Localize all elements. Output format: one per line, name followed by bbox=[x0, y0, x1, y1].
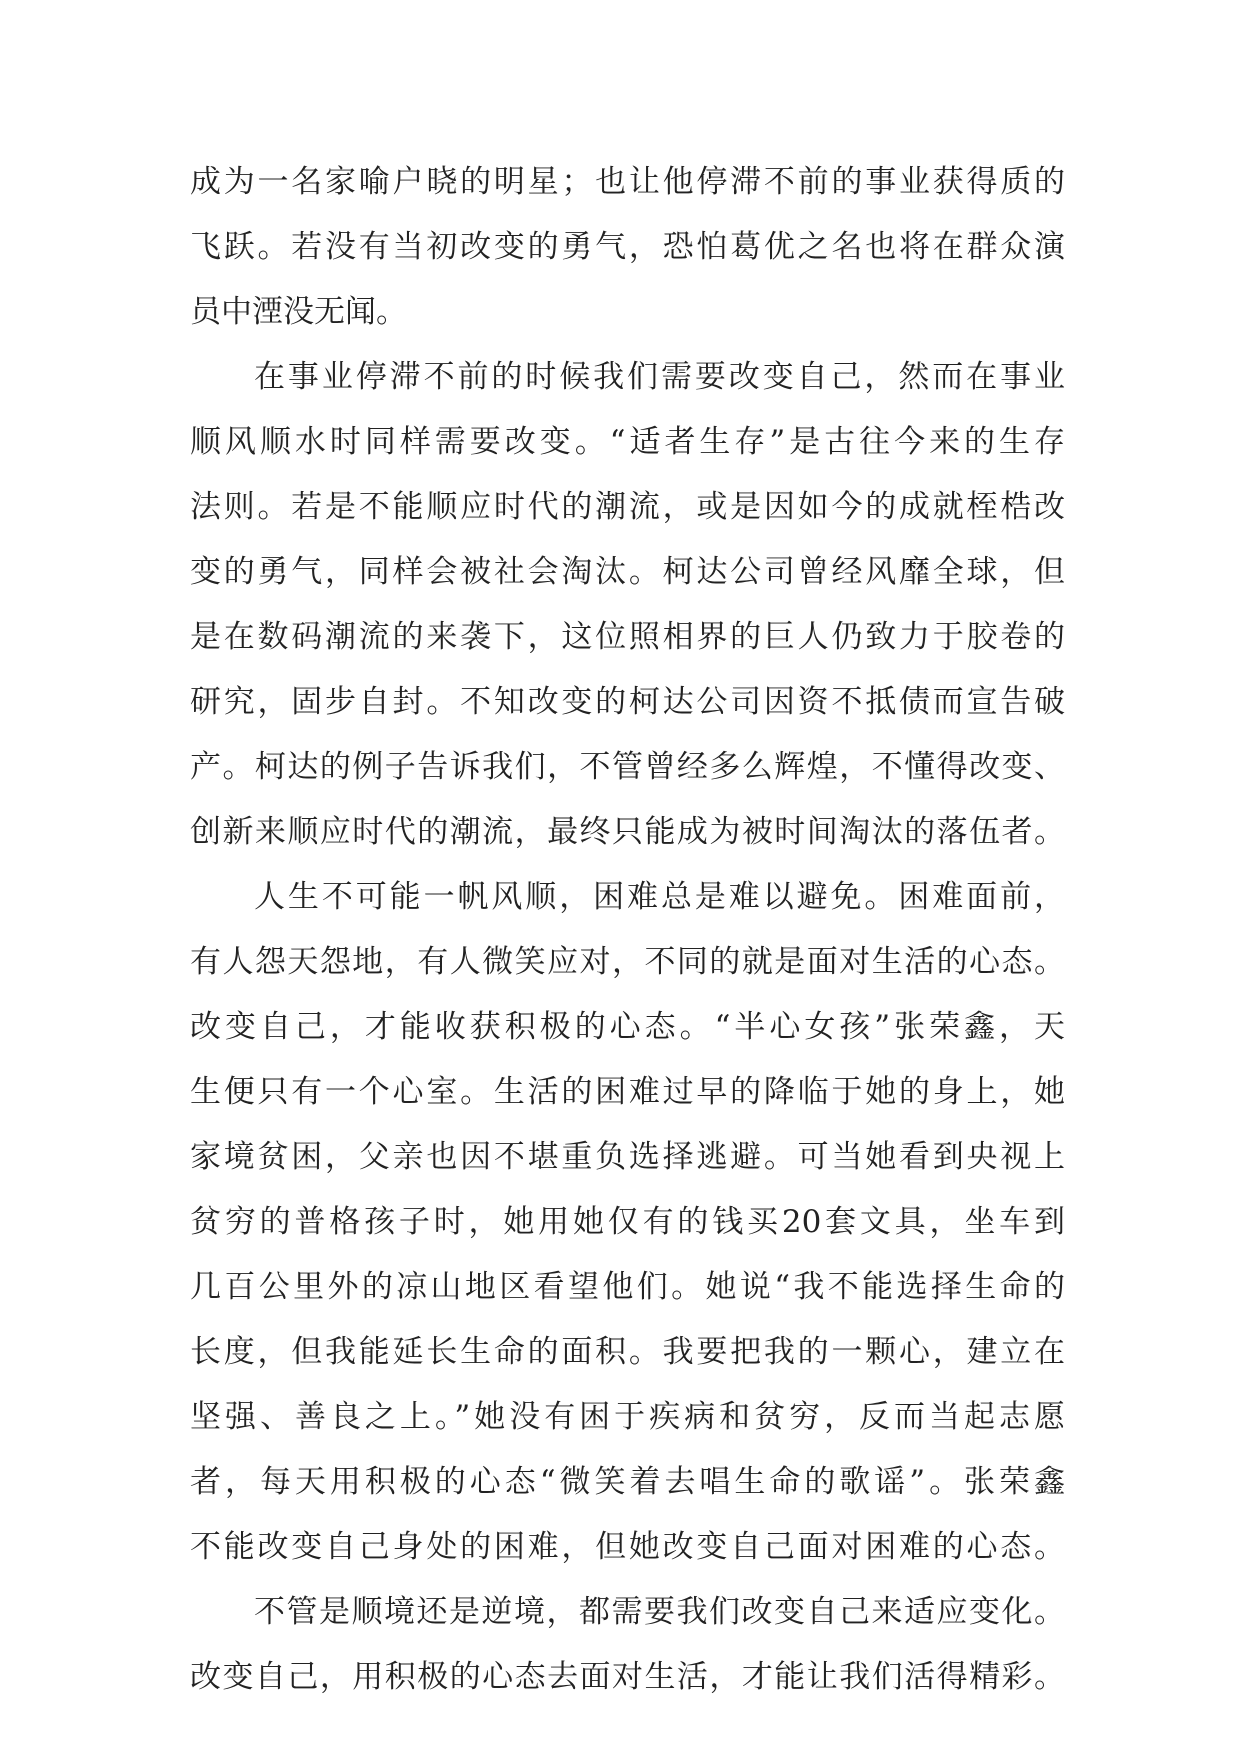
paragraph-1-line-3: 员中湮没无闻。 bbox=[190, 294, 407, 330]
paragraph-2-line-2: 顺风顺水时同样需要改变。“适者生存”是古往今来的生存 bbox=[190, 424, 1065, 460]
paragraph-4-line-1: 不管是顺境还是逆境，都需要我们改变自己来适应变化。 bbox=[254, 1594, 1065, 1630]
paragraph-1-line-2: 飞跃。若没有当初改变的勇气，恐怕葛优之名也将在群众演 bbox=[190, 229, 1065, 265]
paragraph-3-line-2: 有人怨天怨地，有人微笑应对，不同的就是面对生活的心态。 bbox=[190, 944, 1065, 980]
paragraph-3-line-6: 贫穷的普格孩子时，她用她仅有的钱买20套文具，坐车到 bbox=[190, 1204, 1065, 1240]
paragraph-2-line-8: 创新来顺应时代的潮流，最终只能成为被时间淘汰的落伍者。 bbox=[190, 814, 1065, 850]
paragraph-2-line-4: 变的勇气，同样会被社会淘汰。柯达公司曾经风靡全球，但 bbox=[190, 554, 1065, 590]
paragraph-2-line-3: 法则。若是不能顺应时代的潮流，或是因如今的成就桎梏改 bbox=[190, 489, 1065, 525]
paragraph-3-line-7: 几百公里外的凉山地区看望他们。她说“我不能选择生命的 bbox=[190, 1269, 1065, 1305]
paragraph-3-line-8: 长度，但我能延长生命的面积。我要把我的一颗心，建立在 bbox=[190, 1334, 1065, 1370]
paragraph-3-line-11: 不能改变自己身处的困难，但她改变自己面对困难的心态。 bbox=[190, 1529, 1065, 1565]
paragraph-3-line-10: 者，每天用积极的心态“微笑着去唱生命的歌谣”。张荣鑫 bbox=[190, 1464, 1065, 1500]
paragraph-1-line-1: 成为一名家喻户晓的明星；也让他停滞不前的事业获得质的 bbox=[190, 164, 1065, 200]
paragraph-2-line-1: 在事业停滞不前的时候我们需要改变自己，然而在事业 bbox=[254, 359, 1065, 395]
paragraph-3-line-9: 坚强、善良之上。”她没有困于疾病和贫穷，反而当起志愿 bbox=[190, 1399, 1065, 1435]
paragraph-4-line-2: 改变自己，用积极的心态去面对生活，才能让我们活得精彩。 bbox=[190, 1659, 1065, 1695]
paragraph-3-line-3: 改变自己，才能收获积极的心态。“半心女孩”张荣鑫，天 bbox=[190, 1009, 1065, 1045]
paragraph-3-line-5: 家境贫困，父亲也因不堪重负选择逃避。可当她看到央视上 bbox=[190, 1139, 1065, 1175]
document-body bbox=[190, 150, 1065, 1710]
paragraph-2-line-7: 产。柯达的例子告诉我们，不管曾经多么辉煌，不懂得改变、 bbox=[190, 749, 1065, 785]
paragraph-3-line-4: 生便只有一个心室。生活的困难过早的降临于她的身上，她 bbox=[190, 1074, 1065, 1110]
paragraph-2-line-6: 研究，固步自封。不知改变的柯达公司因资不抵债而宣告破 bbox=[190, 684, 1065, 720]
paragraph-3-line-1: 人生不可能一帆风顺，困难总是难以避免。困难面前， bbox=[254, 879, 1065, 915]
paragraph-2-line-5: 是在数码潮流的来袭下，这位照相界的巨人仍致力于胶卷的 bbox=[190, 619, 1065, 655]
